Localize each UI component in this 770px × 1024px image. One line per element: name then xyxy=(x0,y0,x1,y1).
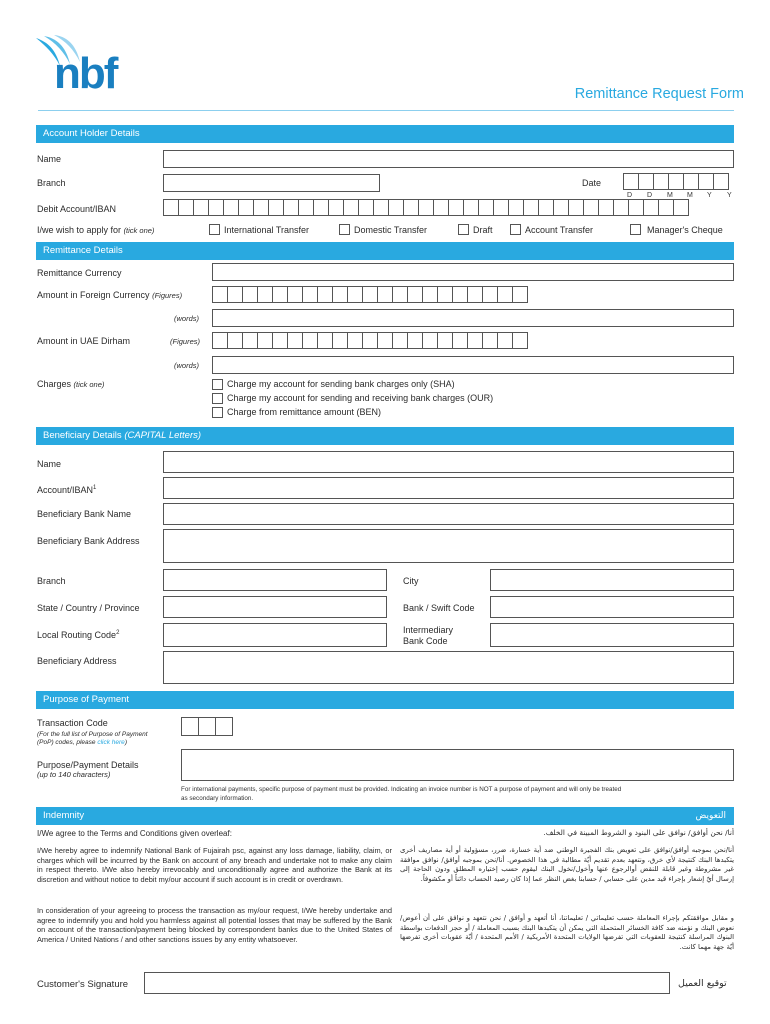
nbf-logo xyxy=(34,34,134,104)
aed-amount-label: Amount in UAE Dirham xyxy=(37,336,131,346)
holder-name-field[interactable] xyxy=(163,150,734,168)
beneficiary-address-label: Beneficiary Address xyxy=(37,656,117,666)
foreign-words-note: (words) xyxy=(174,314,200,323)
code-note-line-1: (For the full list of Purpose of Payment xyxy=(37,731,148,738)
charge-our-checkbox[interactable] xyxy=(212,393,223,404)
beneficiary-account-field[interactable] xyxy=(163,477,734,499)
indemnity-paragraph-2: In consideration of your agreeing to process the transaction as my/our request, I/We hereby undertake and agree to indemnify you and hold you harmless against all potential losses that may be suffered by the Bank on account of the transaction/payment being blocked by correspondent banks due to the United States of America / United Nations / and other sanctions issues by any entity whatsoever. xyxy=(37,906,392,945)
managers-cheque-checkbox[interactable] xyxy=(630,224,641,235)
beneficiary-bank-name-label: Beneficiary Bank Name xyxy=(37,509,132,519)
signature-label-arabic: توقيع العميل xyxy=(678,978,727,989)
beneficiary-address-field[interactable] xyxy=(163,651,734,684)
swift-code-field[interactable] xyxy=(490,596,734,618)
foreign-amount-label xyxy=(37,290,182,300)
code-note-line-2a: (PoP) codes, please xyxy=(37,739,98,746)
charge-ben-checkbox[interactable] xyxy=(212,407,223,418)
footnote-1-marker: 1 xyxy=(93,485,97,491)
draft-checkbox[interactable] xyxy=(458,224,469,235)
foreign-amount-text: Amount in Foreign Currency xyxy=(37,290,150,300)
swift-code-label: Bank / Swift Code xyxy=(403,603,475,613)
state-country-field[interactable] xyxy=(163,596,387,618)
indemnity-header-arabic: التعويض xyxy=(695,811,726,821)
date-letter: D xyxy=(627,192,633,199)
purpose-footnote xyxy=(181,786,621,803)
pop-codes-link[interactable]: click here xyxy=(97,739,125,746)
beneficiary-branch-field[interactable] xyxy=(163,569,387,591)
name-label: Name xyxy=(37,154,62,164)
international-transfer-checkbox[interactable] xyxy=(209,224,220,235)
beneficiary-name-label: Name xyxy=(37,459,62,469)
beneficiary-account-label xyxy=(37,485,96,495)
form-title: Remittance Request Form xyxy=(574,86,744,102)
date-letter: Y xyxy=(707,192,712,199)
bank-code-text: Bank Code xyxy=(403,636,448,646)
beneficiary-city-label: City xyxy=(403,576,419,586)
account-holder-header: Account Holder Details xyxy=(36,125,734,143)
transaction-code-label: Transaction Code xyxy=(37,718,108,728)
domestic-transfer-label: Domestic Transfer xyxy=(354,225,428,235)
remittance-currency-label: Remittance Currency xyxy=(37,268,122,278)
account-transfer-checkbox[interactable] xyxy=(510,224,521,235)
purpose-header: Purpose of Payment xyxy=(36,691,734,709)
charge-sha-label: Charge my account for sending bank charges only (SHA) xyxy=(227,379,455,389)
beneficiary-name-field[interactable] xyxy=(163,451,734,473)
draft-label: Draft xyxy=(473,225,493,235)
account-iban-text: Account/IBAN xyxy=(37,485,94,495)
account-transfer-label: Account Transfer xyxy=(525,225,594,235)
routing-code-text: Local Routing Code xyxy=(37,630,117,640)
code-note-line-2b: ) xyxy=(124,739,127,746)
state-country-label: State / Country / Province xyxy=(37,603,140,613)
remittance-currency-field[interactable] xyxy=(212,263,734,281)
charges-tick-note: (tick one) xyxy=(73,380,105,389)
capital-letters-note: (CAPITAL Letters) xyxy=(124,430,202,441)
footnote-line-1: For international payments, specific purpose of payment must be provided. Indicating an invoice number is NOT a purpose of payment and will only be treated xyxy=(181,786,622,793)
date-field[interactable] xyxy=(623,173,728,190)
logo-text: nbf xyxy=(54,49,117,98)
purpose-details-label: Purpose/Payment Details xyxy=(37,760,139,770)
international-transfer-label: International Transfer xyxy=(224,225,310,235)
charge-sha-checkbox[interactable] xyxy=(212,379,223,390)
figures-note: (Figures) xyxy=(152,291,183,300)
date-letter: M xyxy=(667,192,673,199)
remittance-header: Remittance Details xyxy=(36,242,734,260)
purpose-details-note: (up to 140 characters) xyxy=(37,770,111,779)
holder-branch-field[interactable] xyxy=(163,174,380,192)
aed-figures-note: (Figures) xyxy=(170,337,201,346)
managers-cheque-label: Manager's Cheque xyxy=(647,225,723,235)
aed-amount-figures-cells[interactable] xyxy=(212,332,527,349)
aed-amount-words-field[interactable] xyxy=(212,356,734,374)
date-letter: Y xyxy=(727,192,732,199)
date-label: Date xyxy=(582,178,602,188)
charge-ben-label: Charge from remittance amount (BEN) xyxy=(227,407,382,417)
tick-one-note: (tick one) xyxy=(123,226,155,235)
date-letter: D xyxy=(647,192,653,199)
routing-code-label xyxy=(37,630,119,640)
apply-for-text: I/we wish to apply for xyxy=(37,225,122,235)
indemnity-header xyxy=(36,807,734,825)
beneficiary-branch-label: Branch xyxy=(37,576,66,586)
branch-label: Branch xyxy=(37,178,66,188)
indemnity-paragraph-1: I/We hereby agree to indemnify National Bank of Fujairah psc, against any loss damage, liability, claim, or charges which will be incurred by the Bank on account of any breach and undertake not to make any claim in respect thereto. I/We also hereby irrevocably and unconditionally agree and authorize the Bank at its discretion and without notice to debit my/our account if such account is in credit or overdrawn. xyxy=(37,846,392,885)
date-letter: M xyxy=(687,192,693,199)
foreign-amount-words-field[interactable] xyxy=(212,309,734,327)
indemnity-agree-arabic: أنا/ نحن أوافق/ نوافق على البنود و الشروط المبينة في الخلف. xyxy=(543,828,734,837)
charges-text: Charges xyxy=(37,379,72,389)
transaction-code-cells[interactable] xyxy=(181,717,232,736)
intermediary-code-field[interactable] xyxy=(490,623,734,647)
signature-field[interactable] xyxy=(144,972,670,994)
debit-account-cells[interactable] xyxy=(163,199,688,216)
beneficiary-city-field[interactable] xyxy=(490,569,734,591)
title-rule xyxy=(38,110,734,111)
date-format-row xyxy=(627,192,747,199)
beneficiary-header-text: Beneficiary Details xyxy=(43,430,122,441)
transaction-code-note xyxy=(37,731,148,747)
aed-words-note: (words) xyxy=(174,361,200,370)
purpose-details-field[interactable] xyxy=(181,749,734,781)
foreign-amount-figures-cells[interactable] xyxy=(212,286,527,303)
intermediary-label xyxy=(403,625,453,647)
charges-label xyxy=(37,379,104,389)
footnote-2-marker: 2 xyxy=(116,630,120,636)
intermediary-text: Intermediary xyxy=(403,625,454,635)
beneficiary-bank-address-field[interactable] xyxy=(163,529,734,563)
beneficiary-bank-address-label: Beneficiary Bank Address xyxy=(37,536,140,546)
indemnity-header-text: Indemnity xyxy=(43,810,85,821)
charge-our-label: Charge my account for sending and receiving bank charges (OUR) xyxy=(227,393,494,403)
indemnity-paragraph-2-arabic: و مقابل موافقتكم بإجراء المعاملة حسب تعليماتي / تعليماتنا، أنا أتعهد و أوافق / نحن نتعهد و نوافق على أن أعوض/ نعوض البنك و نؤمنه ضد كافة الخسائر المتحملة التي يمكن أن يتكبدها البنك بسبب المعاملة / أو حجز الدفعات بواسطة البنوك المراسلة كنتيجة للعقوبات التي تفرضها الولايات المتحدة الأمريكية / الأمم المتحدة / أيّة عقوبات أخرى تفرضها أيّة جهة مهما كانت. xyxy=(400,914,734,951)
indemnity-paragraph-1-arabic: أنا/نحن بموجبه أوافق/نوافق على تعويض بنك الفجيرة الوطني ضد أية خسارة، ضرر، مسؤولية أو أية مصاريف أخرى يتكبدها البنك كنتيجة لأي خرق، ونتعهد بعدم تقديم أيّة مطالبة في هذا الخصوص. أنا/نحن بموجبه أوافق/ نوافق موافقة غير مشروطة وغير قابلة للنقض أوالرجوع عنها وأخول/نخول البنك ليقوم حسب إختياره المطلق ودون الحاجة إلى إرسال أيّ إشعار بإجراء قيد مدين على حسابي / حسابنا بغض النظر عما إذا كان رصيد الحساب دائناً أو مكشوفاً. xyxy=(400,846,734,883)
debit-account-label: Debit Account/IBAN xyxy=(37,204,117,214)
routing-code-field[interactable] xyxy=(163,623,387,647)
signature-label: Customer's Signature xyxy=(37,979,129,990)
footnote-line-2: as secondary information. xyxy=(181,794,254,802)
indemnity-agree-text: I/We agree to the Terms and Conditions given overleaf: xyxy=(37,829,232,838)
beneficiary-header xyxy=(36,427,734,445)
domestic-transfer-checkbox[interactable] xyxy=(339,224,350,235)
apply-for-label xyxy=(37,225,154,235)
beneficiary-bank-name-field[interactable] xyxy=(163,503,734,525)
